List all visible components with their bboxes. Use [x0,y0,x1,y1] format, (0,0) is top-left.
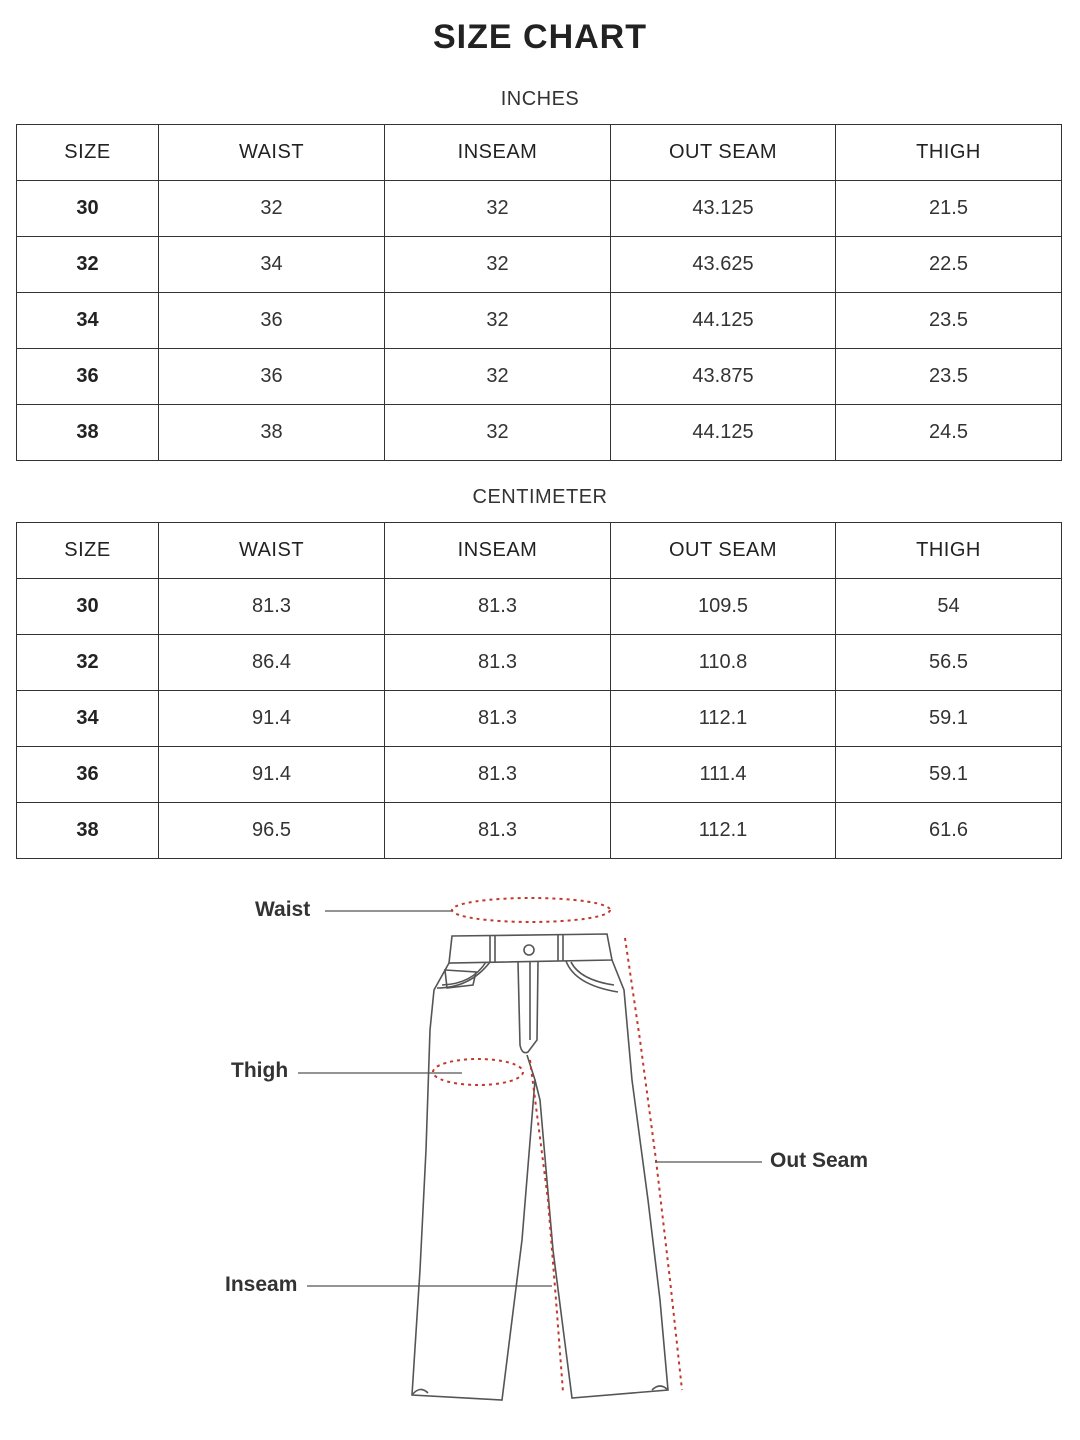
leader-lines [298,911,762,1286]
cell-size: 38 [17,803,159,859]
cell-inseam: 32 [385,349,611,405]
table-header-row [17,125,1062,181]
cell-waist: 96.5 [159,803,385,859]
cell-inseam: 81.3 [385,803,611,859]
cell-waist: 36 [159,293,385,349]
thigh-label: Thigh [231,1059,289,1082]
cell-waist: 34 [159,237,385,293]
cell-size: 36 [17,349,159,405]
out-seam-label: Out Seam [770,1149,869,1172]
cell-thigh: 61.6 [836,803,1062,859]
right-leg [535,960,668,1398]
page-title: SIZE CHART [433,18,647,56]
cell-out-seam: 43.625 [611,237,836,293]
cell-inseam: 81.3 [385,635,611,691]
table-row [17,181,1062,237]
cell-out-seam: 44.125 [611,405,836,461]
cell-waist: 36 [159,349,385,405]
cell-waist: 32 [159,181,385,237]
inches-label: INCHES [500,88,580,110]
cell-inseam: 81.3 [385,747,611,803]
inseam-label: Inseam [225,1273,298,1296]
waist-label: Waist [255,898,311,921]
cell-size: 30 [17,181,159,237]
cell-size: 32 [17,635,159,691]
cell-thigh: 59.1 [836,691,1062,747]
left-pocket-stitch [442,962,486,985]
cell-out-seam: 112.1 [611,691,836,747]
cell-thigh: 23.5 [836,349,1062,405]
cell-inseam: 32 [385,293,611,349]
cell-out-seam: 43.125 [611,181,836,237]
pants-illustration [412,934,668,1400]
cell-thigh: 24.5 [836,405,1062,461]
cell-inseam: 32 [385,181,611,237]
cell-size: 34 [17,691,159,747]
cell-inseam: 32 [385,237,611,293]
column-header-inseam: INSEAM [385,125,611,181]
cell-waist: 81.3 [159,579,385,635]
cell-size: 34 [17,293,159,349]
column-header-waist: WAIST [159,523,385,579]
cell-thigh: 54 [836,579,1062,635]
thigh-measure [433,1059,523,1085]
cell-waist: 38 [159,405,385,461]
table-row [17,691,1062,747]
cell-thigh: 21.5 [836,181,1062,237]
cell-out-seam: 109.5 [611,579,836,635]
column-header-thigh: THIGH [836,523,1062,579]
cell-out-seam: 112.1 [611,803,836,859]
table-row [17,803,1062,859]
centimeter-label: CENTIMETER [472,486,608,508]
cell-waist: 91.4 [159,747,385,803]
outseam-measure [625,938,682,1390]
inches-table [16,124,1062,461]
table-row [17,237,1062,293]
left-leg [412,963,535,1400]
cell-out-seam: 43.875 [611,349,836,405]
cell-size: 36 [17,747,159,803]
column-header-waist: WAIST [159,125,385,181]
column-header-inseam: INSEAM [385,523,611,579]
table-row [17,635,1062,691]
inseam-measure [530,1060,563,1392]
centimeter-table [16,522,1062,859]
cell-out-seam: 44.125 [611,293,836,349]
belt-loop-left [490,936,495,962]
hem [412,1386,668,1395]
cell-size: 30 [17,579,159,635]
table-row [17,349,1062,405]
right-pocket-stitch [571,962,614,985]
cell-out-seam: 110.8 [611,635,836,691]
cell-inseam: 81.3 [385,691,611,747]
table-row [17,579,1062,635]
cell-inseam: 81.3 [385,579,611,635]
cell-inseam: 32 [385,405,611,461]
cell-thigh: 23.5 [836,293,1062,349]
left-pocket-edge [437,962,490,988]
cell-size: 32 [17,237,159,293]
table-row [17,747,1062,803]
cell-thigh: 56.5 [836,635,1062,691]
cell-waist: 91.4 [159,691,385,747]
right-pocket-edge [566,961,618,992]
column-header-thigh: THIGH [836,125,1062,181]
cell-waist: 86.4 [159,635,385,691]
cell-size: 38 [17,405,159,461]
table-row [17,405,1062,461]
cell-out-seam: 111.4 [611,747,836,803]
cell-thigh: 22.5 [836,237,1062,293]
belt-loop-right [558,935,563,961]
waistband [449,934,612,963]
table-row [17,293,1062,349]
column-header-out-seam: OUT SEAM [611,125,836,181]
column-header-size: SIZE [17,523,159,579]
waist-measure [452,898,610,922]
cell-thigh: 59.1 [836,747,1062,803]
coin-pocket [445,970,476,988]
button-icon [524,945,534,955]
fly [518,962,538,1053]
measurement-marks [433,898,682,1392]
column-header-out-seam: OUT SEAM [611,523,836,579]
table-header-row [17,523,1062,579]
column-header-size: SIZE [17,125,159,181]
